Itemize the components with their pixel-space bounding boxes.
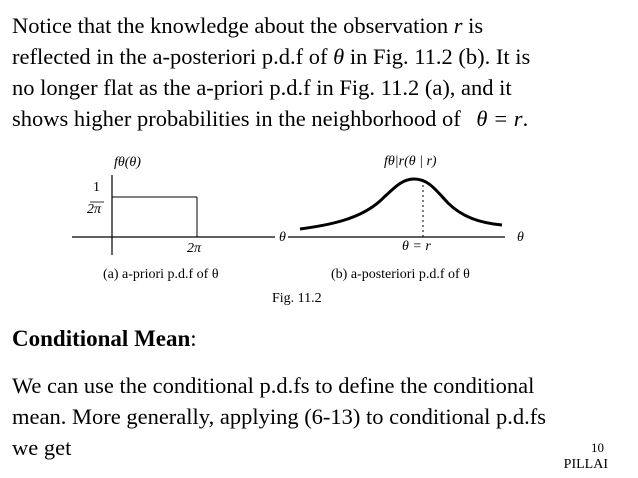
intro-line-2-end: in Fig. 11.2 (b). It is: [344, 44, 531, 69]
conditional-mean-paragraph: [12, 370, 632, 463]
caption-a-priori: (a) a-priori p.d.f of θ: [103, 267, 219, 282]
left-x-tick-2pi: 2π: [187, 241, 202, 256]
intro-line-3: [12, 72, 632, 103]
section-heading: [12, 326, 197, 352]
caption-a-posteriori: (b) a-posteriori p.d.f of θ: [331, 267, 470, 282]
intro-paragraph: [12, 10, 632, 134]
left-x-label-theta: θ: [279, 230, 286, 245]
author-name: PILLAI: [563, 457, 608, 472]
posterior-density-curve: [300, 179, 502, 229]
right-y-label: fθ|r(θ | r): [384, 154, 437, 169]
body-line-3: we get: [12, 435, 72, 460]
intro-line-4-text: shows higher probabilities in the neighborhood of: [12, 106, 467, 131]
intro-line-3-text: no longer flat as the a-priori p.d.f in Fig. 11.2 (a), and it: [12, 75, 512, 100]
left-y-label: fθ(θ): [114, 155, 141, 170]
figure-label: Fig. 11.2: [272, 291, 322, 306]
right-panel-plot: [288, 179, 505, 237]
heading-conditional-mean: Conditional Mean: [12, 326, 191, 351]
equation-theta-equals-r: θ = r: [476, 106, 523, 131]
right-x-tick-theta-equals-r: θ = r: [402, 239, 431, 254]
variable-theta: θ: [333, 44, 345, 69]
intro-line-2: [12, 41, 632, 72]
intro-line-1-text: Notice that the knowledge about the observation: [12, 13, 454, 38]
density-height-numerator: 1: [93, 180, 100, 195]
figure-11-2: [0, 145, 638, 335]
body-line-1: We can use the conditional p.d.fs to define the conditional: [12, 373, 535, 398]
left-panel-plot: [72, 175, 275, 255]
body-line-2: mean. More generally, applying (6-13) to conditional p.d.fs: [12, 404, 547, 429]
intro-line-1-end: is: [462, 13, 484, 38]
intro-line-4: [12, 103, 632, 134]
density-height-denominator: 2π: [87, 202, 102, 217]
variable-r: r: [453, 13, 463, 38]
intro-line-1: [12, 10, 632, 41]
page-number: 10: [591, 440, 604, 455]
right-x-label-theta: θ: [517, 230, 524, 245]
intro-line-2-text: reflected in the a-posteriori p.d.f of: [12, 44, 334, 69]
heading-colon: :: [190, 326, 197, 351]
intro-line-4-end: .: [522, 106, 529, 131]
